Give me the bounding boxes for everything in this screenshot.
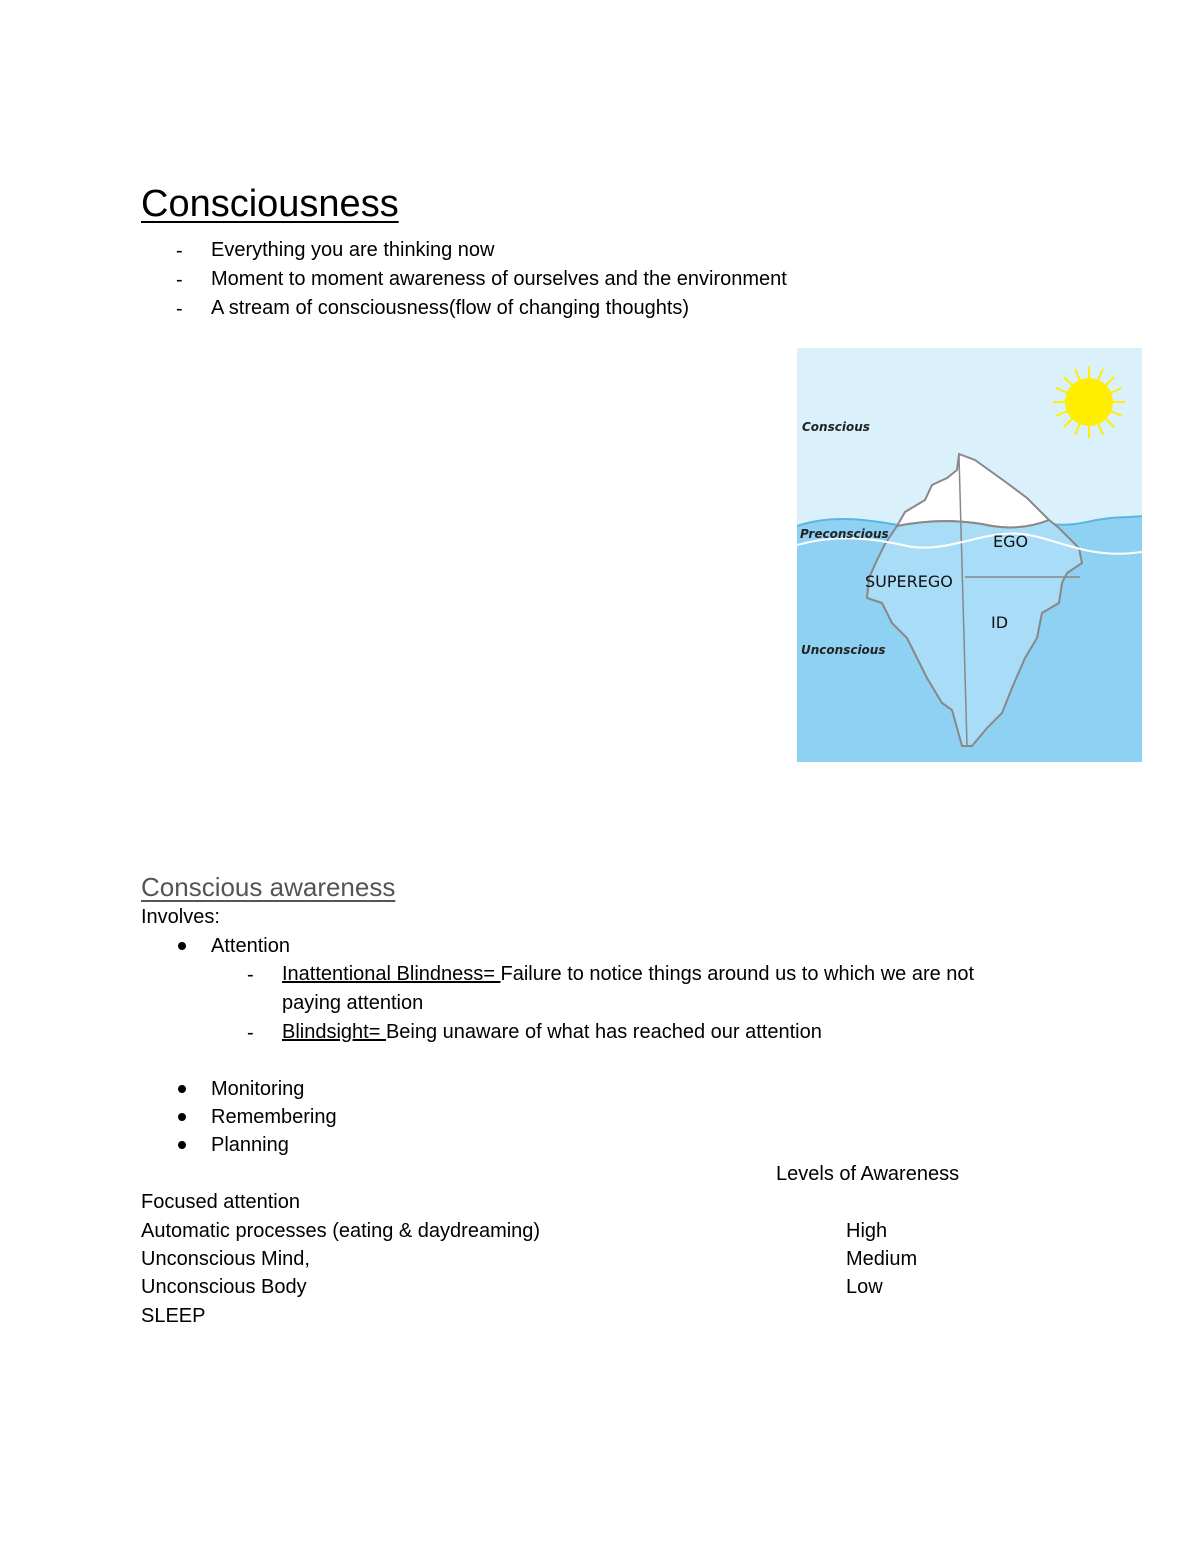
definition-continued: paying attention	[282, 992, 424, 1014]
level-value: Medium	[846, 1248, 918, 1270]
level-value: Low	[846, 1276, 883, 1298]
list-item: Everything you are thinking now	[211, 239, 495, 261]
bullet-marker	[178, 1113, 186, 1121]
page-title: Consciousness	[141, 183, 399, 225]
list-item: Attention	[211, 935, 290, 957]
blindsight-line	[282, 1018, 822, 1046]
bullet-marker	[178, 942, 186, 950]
bullet-marker	[178, 1141, 186, 1149]
levels-header: Levels of Awareness	[776, 1163, 960, 1185]
dash-marker: -	[176, 269, 183, 291]
list-item: Moment to moment awareness of ourselves and the environment	[211, 268, 787, 290]
inattentional-blindness-line	[282, 960, 974, 988]
list-item: Monitoring	[211, 1078, 305, 1100]
level-item: Focused attention	[141, 1191, 300, 1213]
id-label: ID	[991, 613, 1009, 632]
level-item: Unconscious Body	[141, 1276, 307, 1298]
section-heading: Conscious awareness	[141, 872, 396, 902]
level-item: Unconscious Mind,	[141, 1248, 310, 1270]
term: Blindsight=	[282, 1021, 386, 1043]
list-item: A stream of consciousness(flow of changing thoughts)	[211, 297, 690, 319]
list-item: Remembering	[211, 1106, 337, 1128]
level-item: Automatic processes (eating & daydreaming)	[141, 1220, 541, 1242]
term: Inattentional Blindness=	[282, 963, 501, 985]
superego-label: SUPEREGO	[865, 572, 953, 591]
level-value: High	[846, 1220, 888, 1242]
definition: Being unaware of what has reached our attention	[385, 1021, 822, 1043]
dash-marker: -	[176, 240, 183, 262]
involves-label: Involves:	[141, 906, 220, 928]
conscious-label: Conscious	[802, 420, 870, 434]
preconscious-label: Preconscious	[800, 527, 889, 541]
unconscious-label: Unconscious	[801, 643, 886, 657]
level-item: SLEEP	[141, 1305, 206, 1327]
bullet-marker	[178, 1085, 186, 1093]
dash-marker: -	[247, 964, 254, 986]
list-item: Planning	[211, 1134, 289, 1156]
dash-marker: -	[176, 298, 183, 320]
definition: Failure to notice things around us to which we are not	[500, 963, 975, 985]
ego-label: EGO	[993, 532, 1029, 551]
dash-marker: -	[247, 1022, 254, 1044]
iceberg-diagram	[797, 348, 1142, 762]
